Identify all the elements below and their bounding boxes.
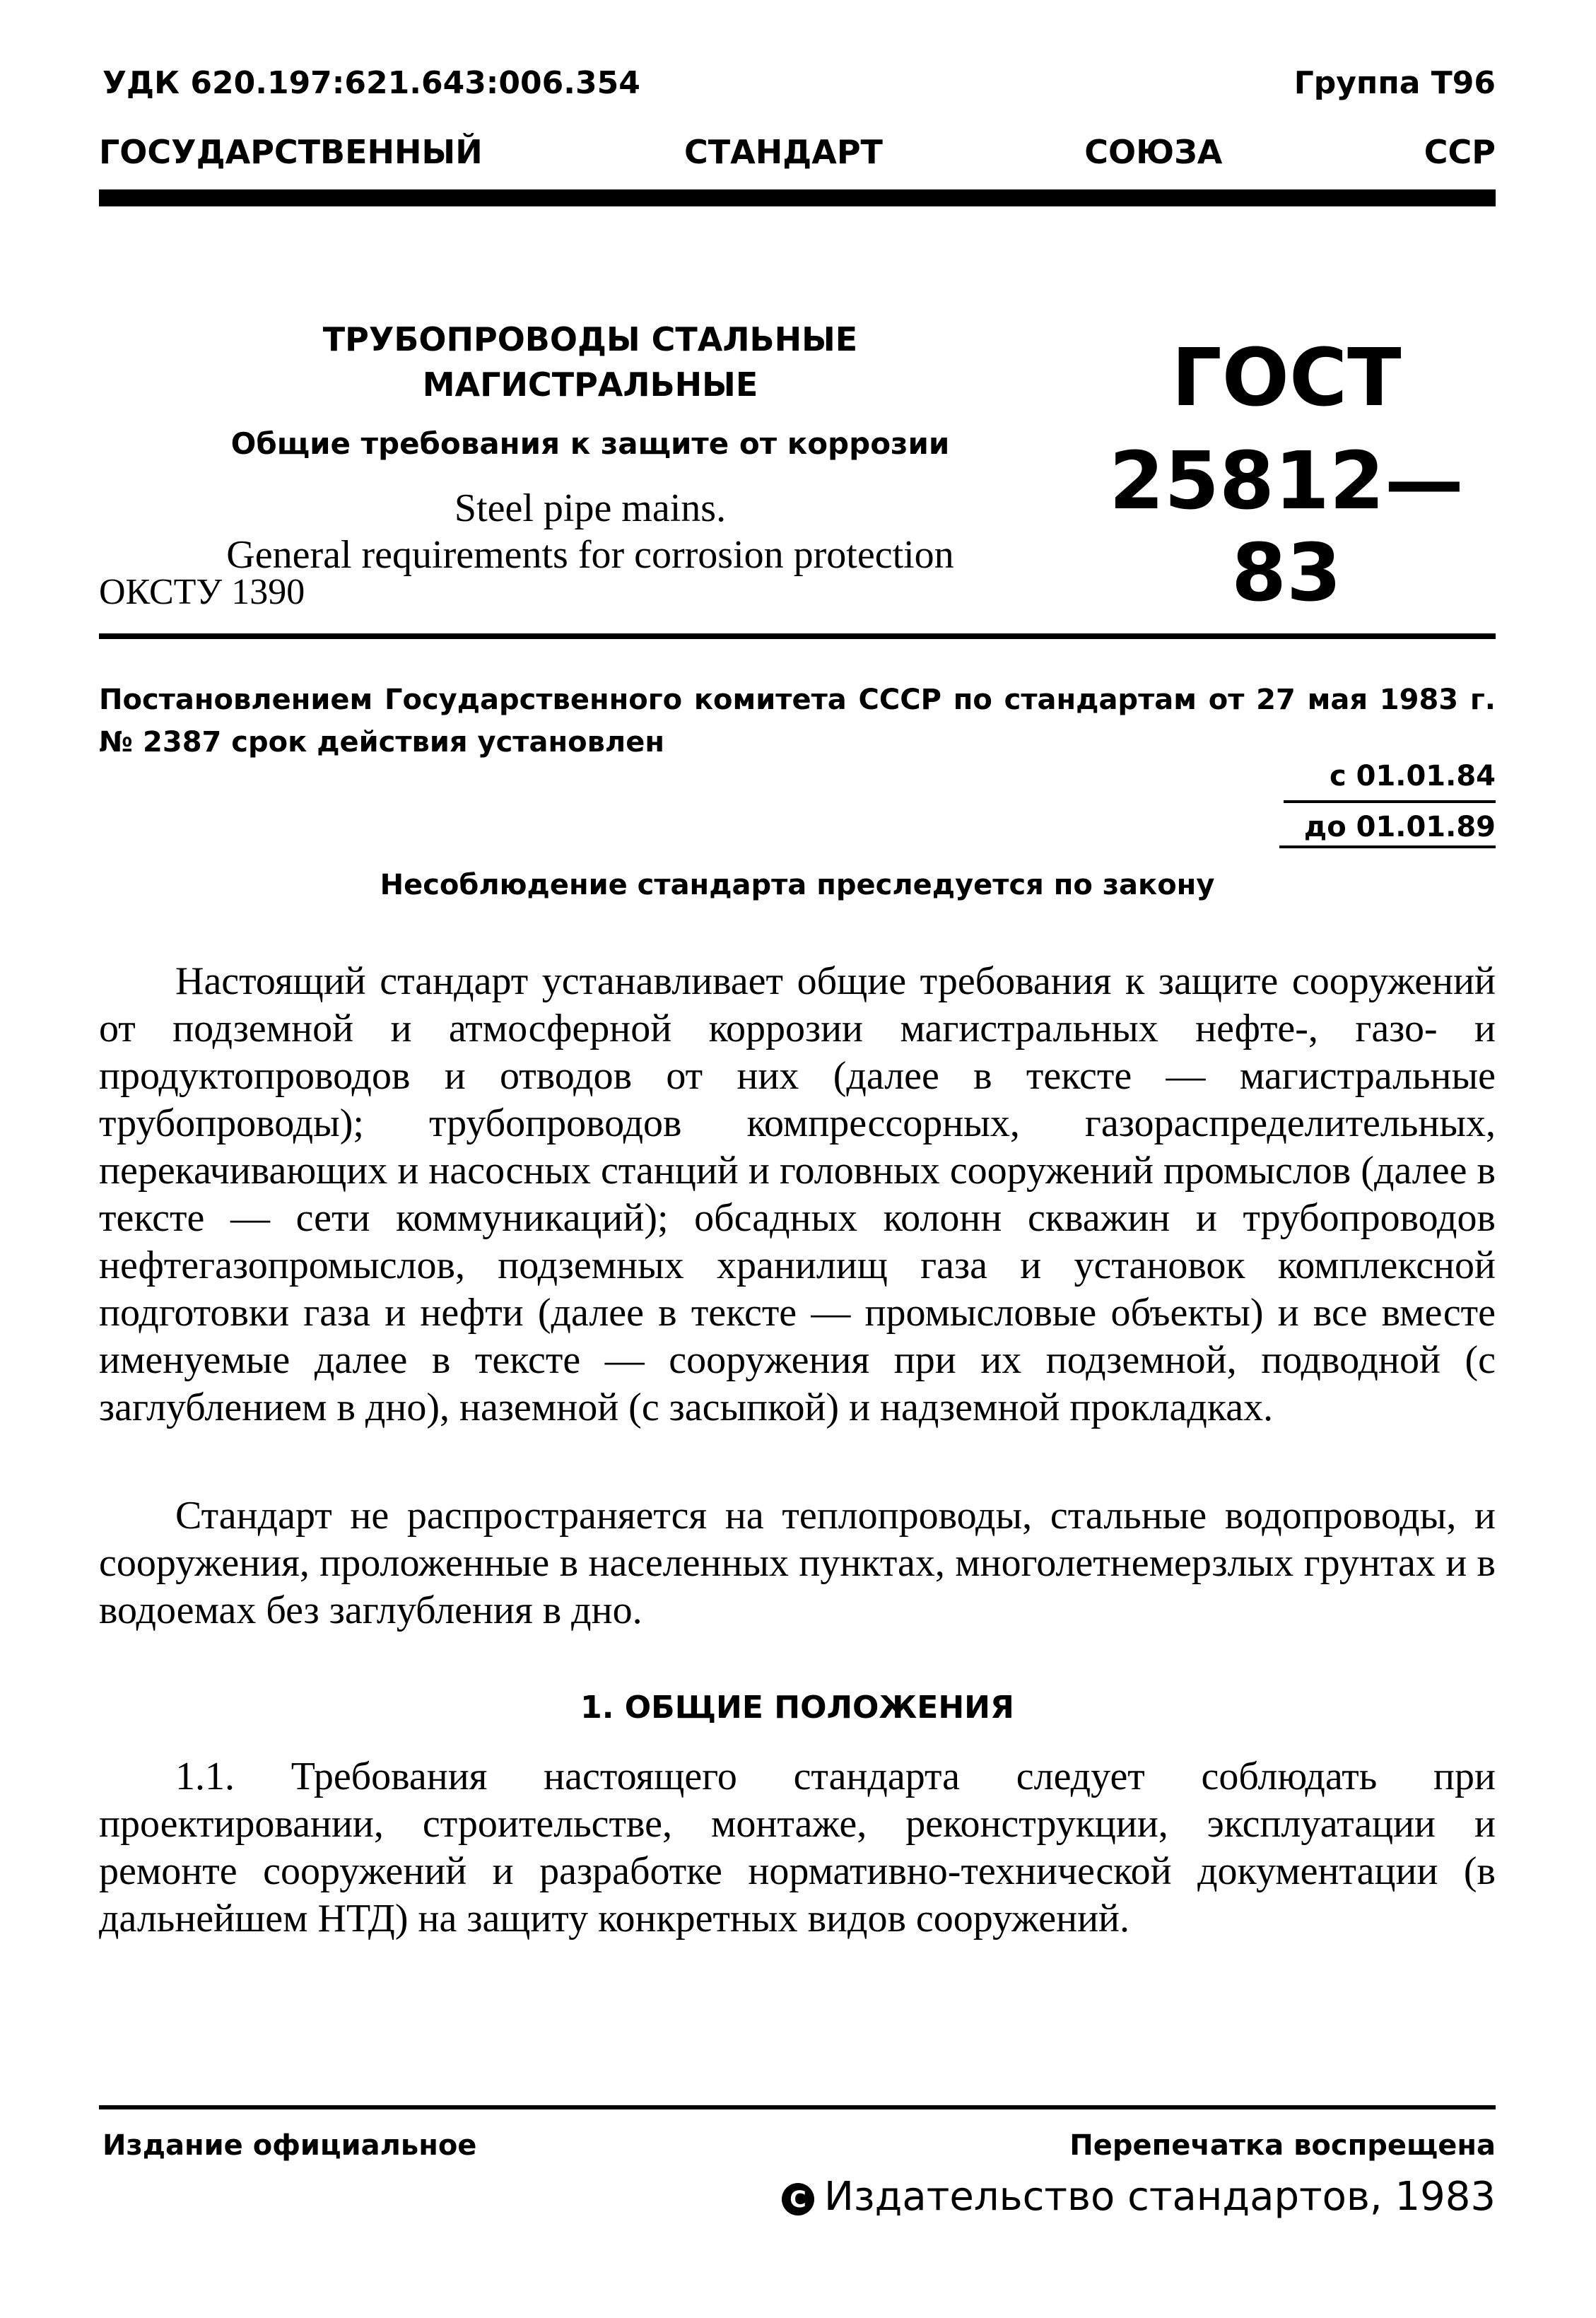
gost-designation <box>1089 332 1484 619</box>
title-block <box>177 317 1004 578</box>
clause-1-1: 1.1. Требования настоящего стандарта следует соблюдать при проектировании, строительстве, монтаже, реконструкции, эксплуатации и ремонте сооружений и разработке нормативно-технической документации (в дальнейшем НТД) на защиту конкретных видов сооружений. <box>99 1755 1496 1941</box>
valid-to: до 01.01.89 <box>1303 811 1496 843</box>
subtitle-ru: Общие требования к защите от коррозии <box>230 426 950 461</box>
official-edition: Издание официальное <box>102 2129 477 2162</box>
copyright-icon: С <box>782 2183 814 2215</box>
validity-period <box>1284 755 1496 848</box>
middle-rule <box>99 633 1496 639</box>
gost-number: 25812—83 <box>1109 435 1464 619</box>
reprint-notice: Перепечатка воспрещена <box>1069 2129 1496 2162</box>
publisher-line <box>782 2174 1496 2220</box>
udk-code: УДК 620.197:621.643:006.354 <box>102 65 640 101</box>
state-standard-word-2: СТАНДАРТ <box>684 133 883 171</box>
validity-underline <box>1279 845 1496 848</box>
state-standard-word-4: ССР <box>1424 133 1496 171</box>
section-title: 1. ОБЩИЕ ПОЛОЖЕНИЯ <box>580 1690 1014 1726</box>
bottom-rule <box>99 2105 1496 2109</box>
title-en-line-1: Steel pipe mains. <box>454 486 727 530</box>
gost-label: ГОСТ <box>1171 332 1402 424</box>
valid-from: с 01.01.84 <box>1284 755 1496 803</box>
group-code: Группа Т96 <box>1293 65 1496 101</box>
title-en-line-2: General requirements for corrosion protection <box>226 533 954 577</box>
state-standard-word-1: ГОСУДАРСТВЕННЫЙ <box>99 133 483 171</box>
title-ru: ТРУБОПРОВОДЫ СТАЛЬНЫЕ МАГИСТРАЛЬНЫЕ <box>322 320 858 404</box>
decree-text: Постановлением Государственного комитета СССР по стандартам от 27 мая 1983 г. № 2387 срок действия установлен <box>99 684 1496 759</box>
publisher-name: Издательство стандартов, 1983 <box>824 2174 1496 2220</box>
state-standard-heading <box>99 133 1496 171</box>
intro-paragraph-2: Стандарт не распространяется на теплопроводы, стальные водопроводы, и сооружения, проложенные в населенных пунктах, многолетнемерзлых грунтах и в водоемах без заглубления в дно. <box>99 1494 1496 1632</box>
okstu-code: ОКСТУ 1390 <box>99 572 305 612</box>
legal-notice: Несоблюдение стандарта преследуется по закону <box>380 869 1215 901</box>
state-standard-word-3: СОЮЗА <box>1084 133 1223 171</box>
top-rule <box>99 189 1496 206</box>
intro-paragraph-1: Настоящий стандарт устанавливает общие требования к защите сооружений от подземной и атмосферной коррозии магистральных нефте-, газо- и продуктопроводов и отводов от них (далее в тексте — магистральные трубопроводы); трубопроводов компрессорных, газораспределительных, перекачивающих и насосных станций и головных сооружений промыслов (далее в тексте — сети коммуникаций); обсадных колонн скважин и трубопроводов нефтегазопромыслов, подземных хранилищ газа и установок комплексной подготовки газа и нефти (далее в тексте — промысловые объекты) и все вместе именуемые далее в тексте — сооружения при их подземной, подводной (с заглублением в дно), наземной (с засыпкой) и надземной прокладках. <box>99 959 1496 1429</box>
